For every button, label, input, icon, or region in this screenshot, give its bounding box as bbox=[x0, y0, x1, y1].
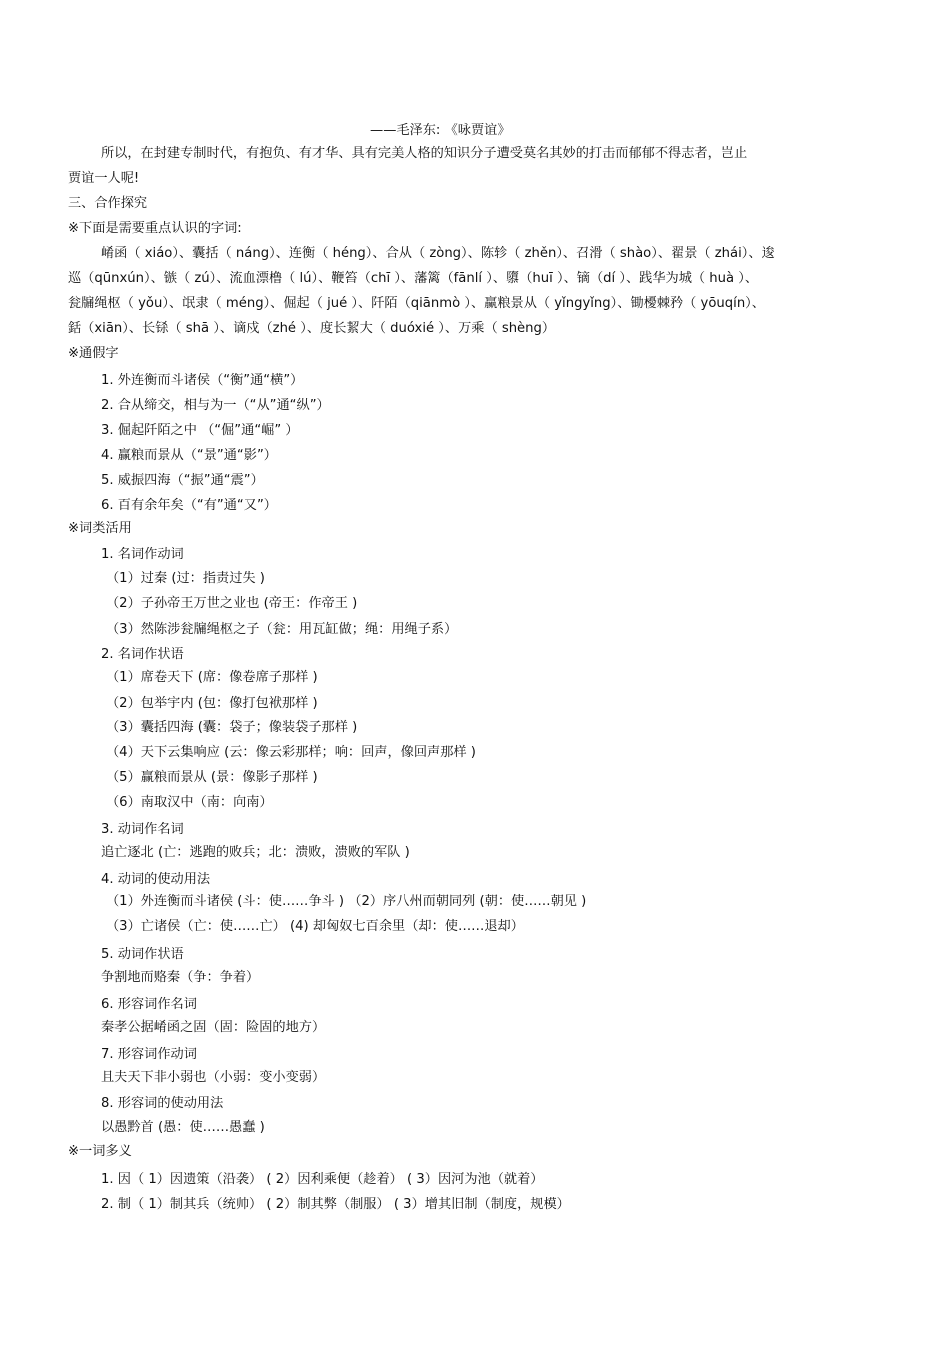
yiciduoyi-item: 2. 制（ 1）制其兵（统帅） ( 2）制其弊（制服） ( 3）增其旧制（制度，规模） bbox=[101, 1197, 570, 1212]
cilei-line: （6）南取汉中（南：向南） bbox=[106, 795, 273, 810]
cilei-group-title: 5. 动词作状语 bbox=[101, 947, 184, 962]
cilei-line: 以愚黔首 (愚：使……愚蠢 ) bbox=[101, 1120, 265, 1135]
cilei-line: 追亡逐北 (亡：逃跑的败兵；北：溃败，溃败的军队 ) bbox=[101, 845, 410, 860]
cilei-line: 争割地而赂秦（争：争着） bbox=[101, 970, 260, 985]
cilei-group-title: 2. 名词作状语 bbox=[101, 647, 184, 662]
vocab-heading: ※下面是需要重点认识的字词: bbox=[68, 221, 242, 236]
tongjiazi-item: 4. 赢粮而景从（“景”通“影”） bbox=[101, 448, 277, 463]
yiciduoyi-heading: ※一词多义 bbox=[68, 1144, 132, 1159]
cilei-line: （4）天下云集响应 (云：像云彩那样；响：回声，像回声那样 ) bbox=[106, 745, 476, 760]
vocab-line-1: 崤函（ xiáo）、囊括（ náng）、连衡（ héng）、合从（ zòng）、陈轸（ zhěn）、召滑（ shào）、翟景（ zhái）、逡 bbox=[101, 246, 775, 261]
cilei-line: （1）外连衡而斗诸侯 (斗：使……争斗 ) （2）序八州而朝同列 (朝：使……朝见 ) bbox=[106, 894, 587, 909]
vocab-line-2: 巡（qūnxún）、镞（ zú）、流血漂橹（ lú）、鞭笞（chī ）、藩篱（fānlí ）、隳（huī ）、镝（dí ）、践华为城（ huà ）、 bbox=[68, 271, 759, 286]
paragraph-line-2: 贾谊一人呢! bbox=[68, 171, 140, 186]
cilei-line: （3）亡诸侯（亡：使……亡） (4) 却匈奴七百余里（却：使……退却） bbox=[106, 919, 524, 934]
yiciduoyi-item: 1. 因（ 1）因遗策（沿袭） ( 2）因利乘便（趁着） ( 3）因河为池（就着） bbox=[101, 1172, 544, 1187]
tongjiazi-heading: ※通假字 bbox=[68, 346, 119, 361]
cilei-line: （1）过秦 (过：指责过失 ) bbox=[106, 571, 265, 586]
cilei-line: （2）包举宇内 (包：像打包袱那样 ) bbox=[106, 696, 318, 711]
cilei-line: 秦孝公据崤函之固（固：险固的地方） bbox=[101, 1020, 326, 1035]
cilei-group-title: 4. 动词的使动用法 bbox=[101, 872, 211, 887]
cilei-line: （5）赢粮而景从 (景：像影子那样 ) bbox=[106, 770, 318, 785]
cilei-group-title: 8. 形容词的使动用法 bbox=[101, 1096, 224, 1111]
cilei-line: 且夫天下非小弱也（小弱：变小变弱） bbox=[101, 1070, 326, 1085]
cilei-group-title: 6. 形容词作名词 bbox=[101, 997, 197, 1012]
cilei-group-title: 1. 名词作动词 bbox=[101, 547, 184, 562]
cilei-line: （2）子孙帝王万世之业也 (帝王：作帝王 ) bbox=[106, 596, 358, 611]
cilei-line: （1）席卷天下 (席：像卷席子那样 ) bbox=[106, 670, 318, 685]
section-heading: 三、合作探究 bbox=[68, 196, 148, 211]
tongjiazi-item: 5. 威振四海（“振”通“震”） bbox=[101, 473, 264, 488]
paragraph-line-1: 所以，在封建专制时代，有抱负、有才华、具有完美人格的知识分子遭受莫名其妙的打击而郁郁不得志者，岂止 bbox=[101, 146, 748, 161]
cilei-heading: ※词类活用 bbox=[68, 521, 132, 536]
cilei-group-title: 7. 形容词作动词 bbox=[101, 1047, 197, 1062]
attribution: ——毛泽东: 《咏贾谊》 bbox=[370, 123, 511, 138]
cilei-group-title: 3. 动词作名词 bbox=[101, 822, 184, 837]
cilei-line: （3）然陈涉瓮牖绳枢之子（瓮：用瓦缸做；绳：用绳子系） bbox=[106, 622, 458, 637]
tongjiazi-item: 6. 百有余年矣（“有”通“又”） bbox=[101, 498, 277, 513]
tongjiazi-item: 3. 倔起阡陌之中 （“倔”通“崛” ） bbox=[101, 423, 299, 438]
vocab-line-4: 銛（xiān）、长铩（ shā ）、谪戍（zhé ）、度长絜大（ duóxié ）、万乘（ shèng） bbox=[68, 321, 556, 336]
cilei-line: （3）囊括四海 (囊：袋子；像装袋子那样 ) bbox=[106, 720, 358, 735]
tongjiazi-item: 2. 合从缔交，相与为一（“从”通“纵”） bbox=[101, 398, 330, 413]
tongjiazi-item: 1. 外连衡而斗诸侯（“衡”通“横”） bbox=[101, 373, 304, 388]
vocab-line-3: 瓮牖绳枢（ yǒu）、氓隶（ méng）、倔起（ jué ）、阡陌（qiānmò ）、赢粮景从（ yǐngyǐng）、锄櫌棘矜（ yōuqín）、 bbox=[68, 296, 765, 311]
